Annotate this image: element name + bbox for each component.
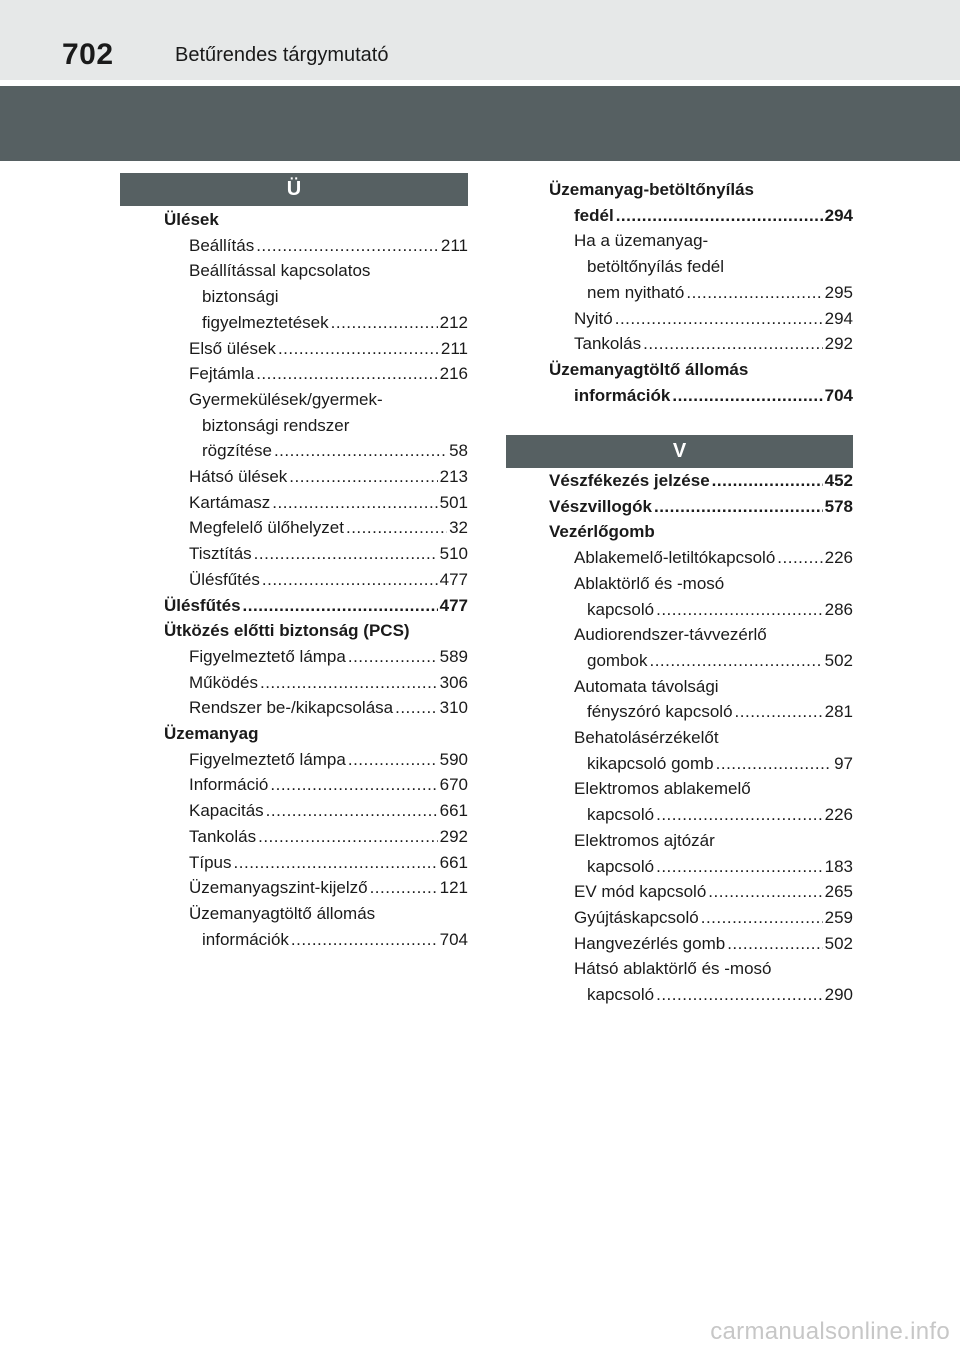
dot-leader [615, 306, 823, 332]
entry-text: Elektromos ablakemelő [574, 779, 751, 799]
index-entry [574, 331, 853, 357]
entry-text: Ülések [164, 210, 219, 229]
entry-text: kapcsoló [587, 985, 655, 1004]
entry-page-number: 97 [834, 753, 853, 773]
index-entry [574, 725, 853, 751]
entry-text: Behatolásérzékelőt [574, 728, 719, 747]
index-entry [189, 515, 468, 541]
index-entry [587, 854, 853, 880]
entry-page-number: 295 [824, 282, 853, 302]
entry-text: Üzemanyagtöltő állomás [549, 359, 749, 379]
index-entry [164, 593, 468, 619]
entry-page-number: 704 [824, 385, 853, 405]
entry-page-number: 477 [439, 595, 468, 615]
entry-text: figyelmeztetések [202, 312, 329, 332]
header-band [0, 86, 960, 161]
entry-page-number: 183 [824, 856, 853, 876]
index-entry [189, 850, 468, 876]
entry-page-number: 310 [439, 698, 468, 718]
entry-text: Elektromos ajtózár [574, 830, 715, 850]
index-entry [189, 336, 468, 362]
entry-text: gombok [587, 650, 648, 670]
entry-text: Gyújtáskapcsoló [574, 907, 699, 927]
dot-leader [348, 644, 438, 670]
index-entry [189, 464, 468, 490]
entry-text: információk [574, 385, 671, 405]
entry-page-number: 292 [439, 826, 468, 846]
dot-leader [260, 670, 438, 696]
entry-text: Audiorendszer-távvezérlő [574, 625, 767, 645]
entry-text: Gyermekülések/gyermek- [189, 389, 383, 409]
index-entry [164, 207, 468, 233]
entry-text: Figyelmeztető lámpa [189, 646, 346, 666]
entry-text: Beállítással kapcsolatos [189, 261, 371, 281]
dot-leader [331, 310, 438, 336]
index-entry [587, 597, 853, 623]
index-entry [587, 280, 853, 306]
entry-page-number: 211 [440, 338, 468, 358]
dot-leader [274, 438, 447, 464]
dot-leader [234, 850, 438, 876]
entry-text: fedél [574, 205, 614, 225]
letter-heading: Ü [120, 173, 468, 206]
dot-leader [712, 468, 823, 494]
index-entry [574, 828, 853, 854]
dot-leader [346, 515, 447, 541]
dot-leader [270, 772, 437, 798]
index-entry [574, 956, 853, 982]
dot-leader [289, 464, 437, 490]
entry-page-number: 306 [439, 672, 468, 692]
dot-leader [278, 336, 439, 362]
letter-heading: V [506, 435, 853, 468]
entry-page-number: 501 [439, 492, 468, 512]
index-entry [574, 203, 853, 229]
dot-leader [708, 879, 822, 905]
entry-page-number: 670 [439, 775, 468, 795]
index-entry [574, 228, 853, 254]
entry-text: Vészvillogók [549, 496, 652, 516]
index-entry [202, 438, 468, 464]
index-entry [587, 648, 853, 674]
entry-text: Ülésfűtés [189, 569, 260, 589]
index-entry [574, 571, 853, 597]
entry-text: Ülésfűtés [164, 595, 241, 615]
entry-text: Automata távolsági [574, 676, 719, 696]
entry-page-number: 121 [439, 878, 468, 898]
index-entry [164, 618, 468, 644]
index-entry [574, 776, 853, 802]
dot-leader [649, 648, 822, 674]
entry-text: Nyitó [574, 308, 613, 328]
index-entry [189, 541, 468, 567]
index-entry [574, 545, 853, 571]
index-entry [574, 905, 853, 931]
entry-text: Hátsó ülések [189, 467, 288, 486]
index-entry [189, 387, 468, 413]
entry-text: biztonsági [202, 287, 279, 307]
dot-leader [672, 383, 822, 409]
dot-leader [258, 824, 438, 850]
index-entry [202, 413, 468, 439]
index-entry [202, 310, 468, 336]
entry-page-number: 265 [824, 882, 853, 902]
index-entry [574, 879, 853, 905]
entry-text: Kapacitás [189, 801, 264, 821]
dot-leader [654, 494, 823, 520]
entry-page-number: 578 [824, 496, 853, 516]
index-entry [189, 233, 468, 259]
entry-page-number: 477 [439, 569, 468, 589]
entry-text: Üzemanyag [164, 724, 259, 743]
entry-text: Vezérlőgomb [549, 522, 655, 542]
entry-page-number: 216 [439, 364, 468, 384]
index-entry [587, 982, 853, 1008]
index-entry [587, 751, 853, 777]
index-entry [189, 747, 468, 773]
dot-leader [272, 490, 437, 516]
index-entry [189, 824, 468, 850]
entry-page-number: 212 [439, 312, 468, 332]
entry-text: Hátsó ablaktörlő és -mosó [574, 959, 772, 979]
entry-text: kapcsoló [587, 599, 655, 619]
index-entry [574, 383, 853, 409]
index-entry [189, 361, 468, 387]
entry-page-number: 502 [824, 650, 853, 670]
index-entry [202, 284, 468, 310]
dot-leader [256, 361, 437, 387]
dot-leader [656, 854, 823, 880]
entry-page-number: 661 [439, 852, 468, 872]
entry-page-number: 281 [824, 702, 853, 722]
index-entry [189, 490, 468, 516]
entry-page-number: 58 [449, 441, 468, 461]
entry-text: Fejtámla [189, 364, 255, 384]
index-entry [549, 494, 853, 520]
index-entry [587, 802, 853, 828]
entry-text: kapcsoló [587, 856, 655, 876]
entry-page-number: 290 [824, 985, 853, 1004]
dot-leader [727, 931, 822, 957]
entry-page-number: 226 [824, 805, 853, 825]
index-entry [189, 695, 468, 721]
entry-text: információk [202, 929, 289, 949]
entry-text: biztonsági rendszer [202, 415, 350, 435]
index-entry [164, 721, 468, 747]
entry-text: Első ülések [189, 338, 276, 358]
entry-text: Rendszer be-/kikapcsolása [189, 698, 394, 718]
entry-page-number: 32 [449, 518, 468, 538]
dot-leader [701, 905, 823, 931]
entry-text: EV mód kapcsoló [574, 882, 707, 902]
entry-page-number: 259 [824, 907, 853, 927]
entry-page-number: 502 [824, 933, 853, 953]
entry-text: nem nyitható [587, 282, 685, 302]
entry-page-number: 661 [439, 801, 468, 821]
entry-page-number: 286 [824, 599, 853, 619]
index-entry [189, 567, 468, 593]
index-entry [574, 306, 853, 332]
dot-leader [777, 545, 822, 571]
index-entry [189, 670, 468, 696]
entry-text: Beállítás [189, 235, 255, 255]
index-entry [549, 519, 853, 545]
index-entry [574, 622, 853, 648]
entry-text: Ütközés előtti biztonság (PCS) [164, 621, 410, 641]
entry-text: Információ [189, 775, 269, 795]
entry-text: Üzemanyagtöltő állomás [189, 903, 376, 923]
entry-text: Kartámasz [189, 492, 271, 512]
entry-text: Megfelelő ülőhelyzet [189, 518, 344, 538]
entry-text: Tisztítás [189, 544, 252, 564]
dot-leader [256, 233, 439, 259]
index-entry [189, 901, 468, 927]
dot-leader [656, 982, 823, 1008]
index-entry [549, 177, 853, 203]
index-entry [549, 357, 853, 383]
index-entry [574, 931, 853, 957]
entry-text: Figyelmeztető lámpa [189, 749, 346, 769]
entry-text: Működés [189, 672, 258, 692]
entry-page-number: 590 [439, 749, 468, 769]
entry-page-number: 452 [824, 471, 853, 490]
dot-leader [656, 597, 823, 623]
entry-text: rögzítése [202, 441, 272, 461]
entry-text: kikapcsoló gomb [587, 753, 714, 773]
entry-text: Tankolás [189, 826, 257, 846]
page-number: 702 [62, 38, 114, 71]
entry-page-number: 589 [439, 646, 468, 666]
entry-text: Üzemanyagszint-kijelző [189, 878, 368, 898]
index-entry [574, 674, 853, 700]
dot-leader [348, 747, 438, 773]
entry-page-number: 211 [440, 235, 468, 255]
entry-text: Ablakemelő-letiltókapcsoló [574, 548, 776, 568]
index-entry [189, 875, 468, 901]
entry-page-number: 213 [439, 467, 468, 486]
index-entry [587, 699, 853, 725]
dot-leader [643, 331, 823, 357]
entry-text: fényszóró kapcsoló [587, 702, 733, 722]
page-header [0, 0, 960, 80]
dot-leader [395, 695, 438, 721]
entry-text: Típus [189, 852, 232, 872]
dot-leader [716, 751, 832, 777]
entry-text: Ha a üzemanyag- [574, 231, 709, 251]
dot-leader [370, 875, 438, 901]
dot-leader [735, 699, 823, 725]
dot-leader [656, 802, 823, 828]
entry-page-number: 294 [824, 205, 853, 225]
index-entry [587, 254, 853, 280]
entry-page-number: 704 [439, 929, 468, 949]
entry-text: Ablaktörlő és -mosó [574, 573, 725, 593]
dot-leader [686, 280, 822, 306]
dot-leader [616, 203, 823, 229]
index-entry [189, 644, 468, 670]
dot-leader [262, 567, 438, 593]
entry-text: betöltőnyílás fedél [587, 257, 725, 277]
entry-text: Hangvezérlés gomb [574, 933, 726, 953]
dot-leader [254, 541, 438, 567]
watermark: carmanualsonline.info [710, 1318, 950, 1345]
dot-leader [266, 798, 438, 824]
index-entry [202, 927, 468, 953]
dot-leader [291, 927, 438, 953]
index-entry [189, 772, 468, 798]
page-title: Betűrendes tárgymutató [175, 44, 389, 66]
entry-text: kapcsoló [587, 805, 655, 825]
entry-text: Tankolás [574, 334, 642, 354]
index-entry [549, 468, 853, 494]
entry-page-number: 294 [824, 308, 853, 328]
entry-text: Üzemanyag-betöltőnyílás [549, 180, 754, 199]
entry-page-number: 510 [439, 544, 468, 564]
index-entry [189, 258, 468, 284]
dot-leader [243, 593, 438, 619]
entry-text: Vészfékezés jelzése [549, 471, 710, 490]
entry-page-number: 292 [824, 334, 853, 354]
index-entry [189, 798, 468, 824]
entry-page-number: 226 [824, 548, 853, 568]
